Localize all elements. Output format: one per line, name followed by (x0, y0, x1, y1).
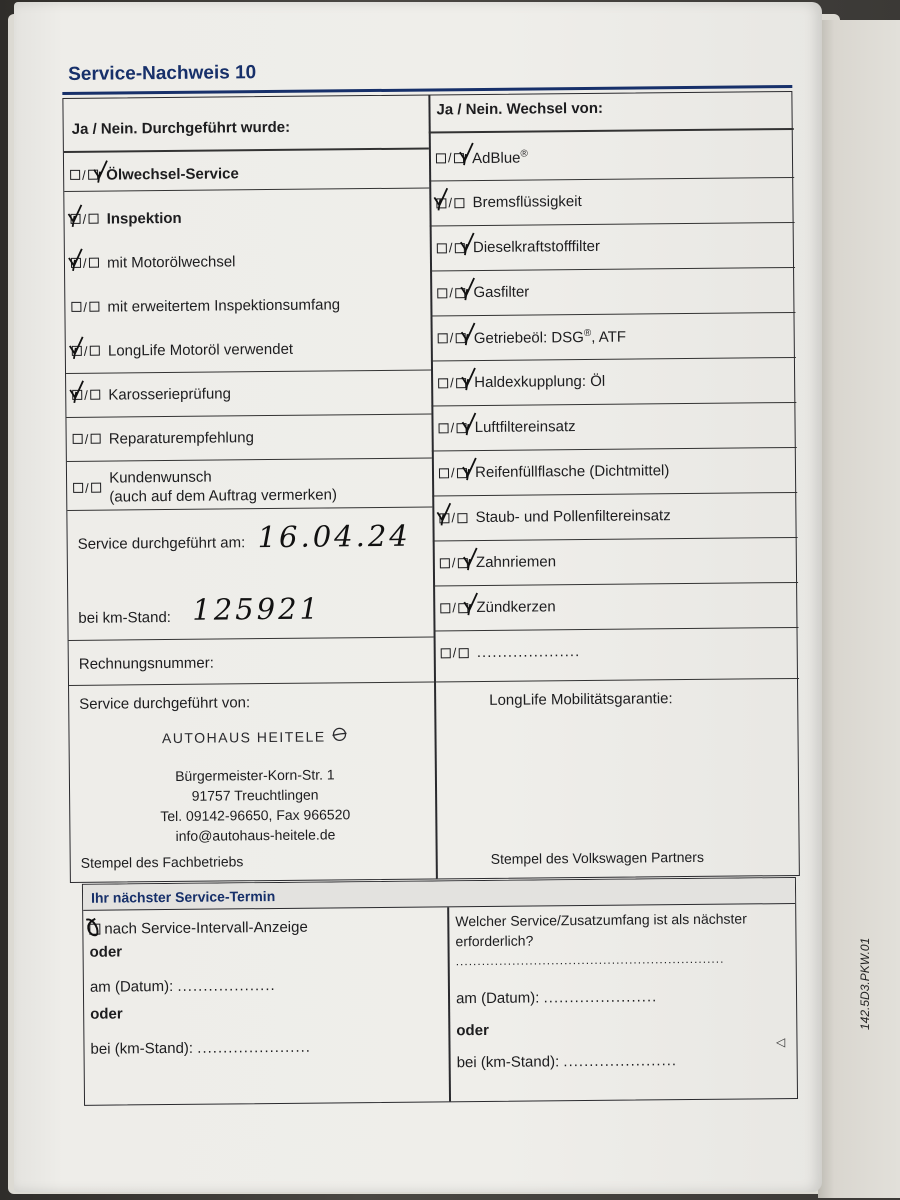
checklist-row-right (436, 177, 791, 225)
right-km-row (457, 1049, 678, 1073)
yes-no-checkboxes[interactable] (438, 375, 466, 390)
separator-slash: / (83, 343, 89, 359)
handwritten-check-icon (435, 502, 456, 526)
separator-slash: / (85, 480, 90, 496)
no-checkbox[interactable] (454, 198, 464, 208)
no-checkbox[interactable] (90, 346, 100, 356)
checklist-label-text: Luftfiltereinsatz (474, 418, 576, 437)
service-record-form (62, 51, 812, 1108)
right-or-label: oder (456, 1021, 489, 1039)
next-km-label: bei (km-Stand): (90, 1039, 194, 1058)
dealer-city: 91757 Treuchtlingen (191, 786, 319, 804)
right-date-row (456, 985, 657, 1009)
handwritten-check-icon (459, 232, 477, 256)
checklist-label-suffix: , ATF (591, 328, 627, 346)
checklist-label (473, 284, 529, 302)
checklist-row-right (440, 582, 795, 630)
service-date-label: Service durchgeführt am: (77, 533, 246, 553)
checklist-label (474, 373, 605, 391)
yes-checkbox[interactable] (439, 423, 449, 433)
separator-slash: / (450, 420, 455, 436)
dealer-email: info@autohaus-heitele.de (175, 826, 336, 844)
handwritten-check-icon (67, 247, 88, 271)
page-title: Service-Nachweis 10 (68, 62, 257, 85)
checklist-label-text: Getriebeöl: DSG (473, 328, 584, 347)
checklist-label (474, 327, 626, 346)
checklist-label: Reparaturempfehlung (108, 428, 254, 448)
checklist-row-left (72, 328, 427, 371)
dealer-stamp (129, 726, 380, 846)
checklist-row-left (71, 240, 426, 283)
checklist-label-text: Zündkerzen (476, 598, 556, 617)
handwritten-check-icon (432, 187, 453, 211)
km-label: bei km-Stand: (78, 608, 171, 627)
yes-checkbox[interactable] (73, 483, 83, 493)
checklist-label-text: .................... (476, 643, 581, 662)
yes-no-checkboxes[interactable] (441, 645, 469, 660)
yes-checkbox[interactable] (440, 603, 450, 613)
dealer-name-row (129, 726, 379, 748)
right-date-field[interactable]: ...................... (543, 987, 658, 1006)
separator-slash: / (449, 285, 454, 301)
checklist-label-text: Reifenfüllflasche (Dichtmittel) (475, 462, 670, 482)
checklist-label (475, 462, 669, 481)
checklist-label (473, 238, 600, 256)
handwritten-check-icon (68, 335, 89, 359)
yes-no-checkboxes[interactable] (439, 510, 467, 525)
no-checkbox[interactable] (89, 302, 99, 312)
handwritten-check-icon (68, 379, 89, 403)
service-date-value: 16.04.24 (257, 518, 411, 555)
handwritten-check-icon (462, 547, 480, 571)
separator-slash: / (82, 167, 87, 183)
checklist-row-right (438, 402, 793, 450)
next-date-field[interactable]: ................... (177, 976, 276, 995)
yes-checkbox[interactable] (70, 170, 80, 180)
next-option-interval (87, 915, 308, 941)
yes-checkbox[interactable] (440, 558, 450, 568)
checklist-label-text: Gasfilter (473, 283, 530, 302)
yes-checkbox[interactable] (436, 153, 446, 163)
next-km-field[interactable]: ...................... (197, 1038, 311, 1057)
checklist-label (475, 507, 670, 526)
handwritten-check-icon (459, 277, 477, 301)
next-question: Welcher Service/Zusatzumfang ist als nächster (455, 910, 747, 930)
separator-slash: / (448, 195, 453, 211)
checklist-label-text: Bremsflüssigkeit (472, 193, 582, 212)
yes-no-checkboxes[interactable] (440, 555, 468, 570)
divider (69, 636, 434, 641)
performed-by-label: Service durchgeführt von: (79, 693, 251, 713)
checklist-label (109, 466, 337, 506)
checklist-label-text: Haldexkupplung: Öl (474, 372, 606, 392)
checklist-label-line1: Kundenwunsch (109, 468, 212, 487)
stamp-label-left: Stempel des Fachbetriebs (80, 853, 244, 871)
yes-no-checkboxes[interactable] (436, 195, 464, 210)
separator-slash: / (451, 510, 456, 526)
left-header: Ja / Nein. Durchgeführt wurde: (71, 118, 291, 138)
yes-no-checkboxes[interactable] (73, 480, 101, 495)
next-date-label: am (Datum): (89, 977, 174, 996)
no-checkbox[interactable] (89, 258, 99, 268)
yes-no-checkboxes[interactable] (437, 285, 465, 300)
yes-no-checkboxes[interactable] (73, 431, 101, 446)
interval-label: nach Service-Intervall-Anzeige (104, 918, 308, 938)
handwritten-check-icon (66, 203, 87, 227)
next-date-row (90, 973, 276, 999)
handwritten-check-icon (462, 592, 480, 616)
right-km-label: bei (km-Stand): (456, 1052, 560, 1071)
interval-checkbox[interactable] (87, 922, 101, 936)
mobility-label: LongLife Mobilitätsgarantie: (489, 689, 673, 709)
or-label: oder (89, 942, 123, 961)
checklist-row-right (440, 537, 795, 585)
yes-no-checkboxes[interactable] (72, 387, 100, 402)
checklist-label-text: Zahnriemen (475, 553, 557, 572)
checklist-row-right (437, 312, 792, 360)
yes-checkbox[interactable] (441, 648, 451, 658)
next-km-row (90, 1035, 311, 1061)
separator-slash: / (452, 645, 457, 661)
yes-no-checkboxes[interactable] (70, 167, 98, 182)
handwritten-check-icon (460, 367, 478, 391)
separator-slash: / (452, 600, 457, 616)
yes-no-checkboxes[interactable] (440, 600, 468, 615)
opel-logo-icon (331, 728, 347, 744)
page-marker-icon: ◁ (776, 1035, 786, 1049)
checklist-row-left (71, 284, 426, 327)
yes-no-checkboxes[interactable] (438, 330, 466, 345)
yes-no-checkboxes[interactable] (438, 420, 466, 435)
handwritten-check-icon (460, 322, 478, 346)
checklist-label-text: Dieselkraftstofffilter (472, 237, 601, 257)
separator-slash: / (82, 255, 88, 271)
checklist-row-right (441, 627, 796, 675)
dealer-street: Bürgermeister-Korn-Str. 1 (175, 766, 335, 784)
checklist-label (477, 643, 581, 661)
separator-slash: / (450, 375, 455, 391)
yes-no-checkboxes[interactable] (439, 465, 467, 480)
no-checkbox[interactable] (459, 648, 469, 658)
yes-checkbox[interactable] (439, 468, 449, 478)
handwritten-check-icon (460, 412, 478, 436)
yes-checkbox[interactable] (73, 434, 83, 444)
or-label-2: oder (90, 1004, 123, 1023)
yes-no-checkboxes[interactable] (437, 240, 465, 255)
yes-checkbox[interactable] (71, 302, 81, 312)
checklist-label-text: AdBlue (472, 149, 521, 167)
checklist-row-right (439, 447, 794, 495)
service-table (62, 91, 800, 883)
yes-no-checkboxes[interactable] (436, 150, 464, 165)
invoice-label: Rechnungsnummer: (78, 654, 214, 673)
stamp-label-right: Stempel des Volkswagen Partners (490, 848, 705, 867)
dealer-phone: Tel. 09142-96650, Fax 966520 (160, 806, 351, 825)
checklist-row-right (437, 222, 792, 270)
yes-checkbox[interactable] (438, 378, 448, 388)
checklist-row-left (72, 372, 427, 415)
no-checkbox[interactable] (91, 434, 101, 444)
yes-no-checkboxes[interactable] (72, 343, 100, 358)
checklist-label (475, 418, 576, 436)
checklist-row-right (439, 492, 794, 540)
yes-checkbox[interactable] (437, 243, 447, 253)
right-km-field[interactable]: ...................... (563, 1051, 678, 1070)
checklist-label (472, 148, 528, 167)
no-checkbox[interactable] (89, 214, 99, 224)
checklist-row-right (436, 132, 791, 180)
next-answer-field[interactable]: .............................................................. (455, 951, 725, 969)
next-question-2: erforderlich? (455, 932, 534, 950)
handwritten-check-icon (461, 457, 479, 481)
yes-no-checkboxes[interactable] (71, 299, 99, 314)
separator-slash: / (84, 387, 89, 403)
checklist-label-line2: (auch auf dem Auftrag vermerken) (109, 486, 338, 506)
separator-slash: / (448, 240, 454, 256)
next-service-heading: Ihr nächster Service-Termin (83, 878, 795, 911)
checklist-row-left (70, 196, 425, 239)
yes-no-checkboxes[interactable] (70, 211, 98, 226)
separator-slash: / (450, 465, 456, 481)
handwritten-check-icon (92, 159, 110, 183)
checklist-label: Ölwechsel-Service (106, 164, 239, 184)
no-checkbox[interactable] (458, 513, 468, 523)
separator-slash: / (83, 299, 88, 315)
checklist-row-right (438, 357, 793, 405)
handwritten-check-icon (458, 142, 476, 166)
checklist-row-left (73, 460, 428, 513)
registered-mark: ® (583, 327, 592, 339)
checklist-label: Karosserieprüfung (108, 384, 232, 404)
checklist-row-left (72, 416, 427, 459)
right-date-label: am (Datum): (455, 988, 540, 1007)
separator-slash: / (449, 330, 454, 346)
dealer-name: AUTOHAUS HEITELE (161, 728, 326, 747)
checklist-label: mit erweitertem Inspektionsumfang (107, 295, 341, 316)
km-value: 125921 (192, 591, 322, 627)
separator-slash: / (84, 431, 89, 447)
next-service-box (82, 877, 798, 1106)
checklist-label-text: Staub- und Pollenfiltereinsatz (475, 507, 671, 527)
checklist-row-right (437, 267, 792, 315)
separator-slash: / (82, 211, 87, 227)
no-checkbox[interactable] (90, 390, 100, 400)
separator-slash: / (447, 150, 453, 166)
document-code (858, 1010, 872, 1030)
no-checkbox[interactable] (91, 483, 101, 493)
handwritten-check-icon (83, 916, 103, 940)
booklet-page (14, 2, 822, 1192)
yes-checkbox[interactable] (437, 288, 447, 298)
checklist-label (472, 193, 581, 211)
checklist-label: LongLife Motoröl verwendet (107, 340, 294, 360)
checklist-label (476, 553, 556, 571)
yes-checkbox[interactable] (438, 333, 448, 343)
checklist-label (476, 598, 555, 616)
checklist-label: Inspektion (106, 209, 182, 228)
separator-slash: / (451, 555, 457, 571)
registered-mark: ® (520, 148, 528, 160)
next-service-divider (447, 907, 450, 1101)
yes-no-checkboxes[interactable] (71, 255, 99, 270)
right-header: Ja / Nein. Wechsel von: (436, 99, 604, 118)
checklist-label: mit Motorölwechsel (107, 252, 236, 272)
